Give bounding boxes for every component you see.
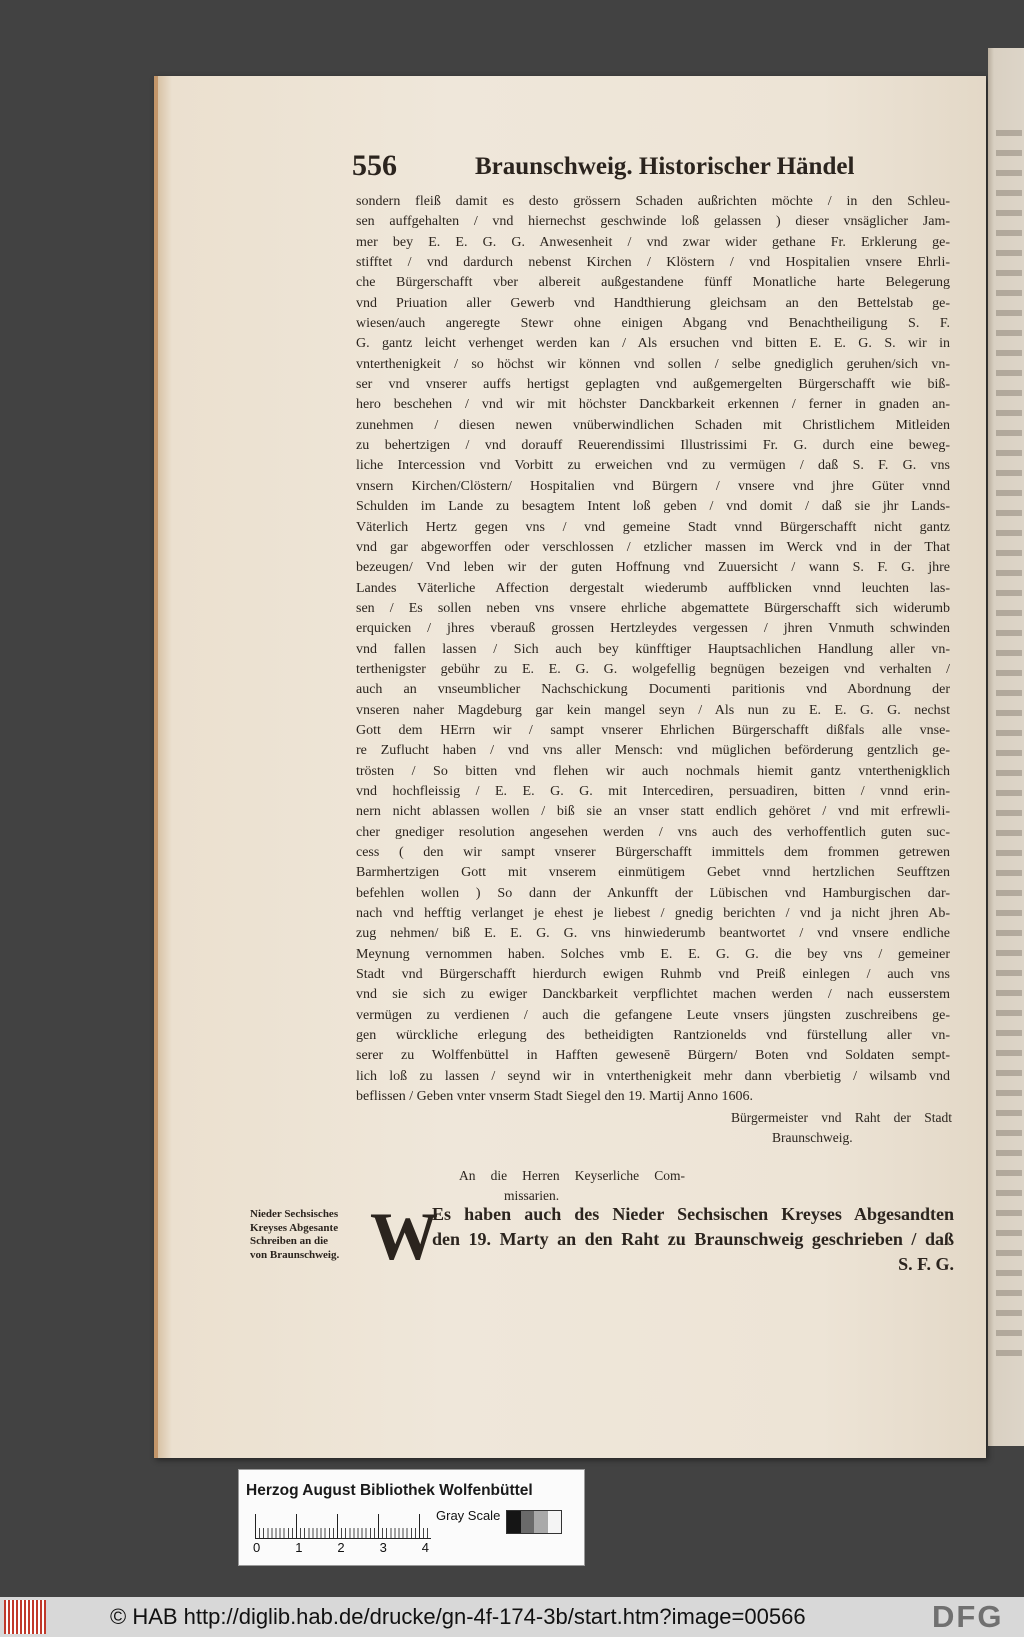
drop-capital: W: [370, 1198, 438, 1274]
body-text: [356, 192, 950, 1107]
grayscale-swatch: [548, 1511, 562, 1533]
ruler-number: 4: [421, 1540, 429, 1555]
adjacent-page-text: [996, 130, 1022, 1360]
text-line: terthenigster gebühr zu E. E. G. G. wolgefellig begnügen bezeigen vnd verhalten /: [356, 661, 950, 677]
text-line: Stadt vnd Bürgerschafft hierdurch ewigen Ruhmb vnd Preiß einlegen / auch vns: [356, 967, 950, 983]
text-line: Väterlich Hertz gegen vns / vnd gemeine Stadt vnnd Bürgerschafft nicht gantz: [356, 519, 950, 535]
text-line: nern nicht ablassen wollen / biß sie an vnser statt endlich gehöret / vnd mit erfrewli-: [356, 804, 950, 820]
grayscale-swatches: [506, 1510, 562, 1534]
signature-line: Braunschweig.: [772, 1130, 853, 1145]
text-line: mer bey E. E. G. G. Anwesenheit / vnd zwar wider gethane Fr. Erklerung ge-: [356, 234, 950, 250]
text-line: bezeugen/ Vnd leben wir der guten Hoffnung vnd Zuuersicht / wann S. F. G. jhre: [356, 560, 950, 576]
text-line: Barmhertzigen Gott mit vnserem einmütigem Gebet vnnd hertzlichen Seufftzen: [356, 865, 950, 881]
ruler-number: 1: [295, 1540, 303, 1555]
ruler-numbers: [253, 1540, 429, 1556]
text-line: stifftet / vnd dardurch nebenst Kirchen / Klöstern / vnd Hospitalien vnsere Ehrli-: [356, 255, 950, 271]
ruler-number: 2: [337, 1540, 345, 1555]
text-line: liche Intercession vnd Vorbitt zu erweichen vnd zu vermügen / daß S. F. G. vns: [356, 458, 950, 474]
grayscale-swatch: [521, 1511, 535, 1533]
ruler-number: 3: [379, 1540, 387, 1555]
text-line: nach vnd hefftig verlanget je ehest je liebest / gnedig berichten / vnd ja nicht jhren Ab-: [356, 906, 950, 922]
text-line: hero beschehen / vnd wir mit höchster Danckbarkeit erkennen / ferner in gnaden an-: [356, 397, 950, 413]
text-line: auch an vnseumblicher Nachschickung Documenti paritionis vnd Abordnung der: [356, 682, 950, 698]
signature-line: Bürgermeister vnd Raht der Stadt: [731, 1110, 952, 1125]
margin-note: [250, 1208, 374, 1262]
grayscale-label: Gray Scale: [436, 1508, 501, 1523]
page-number: 556: [352, 149, 397, 182]
paragraph-line: Es haben auch des Nieder Sechsischen Kreyses Abgesandten: [432, 1204, 954, 1224]
text-line: G. gantz leicht verhenget werden kan / Als ersuchen vnd bitten E. E. G. S. wir in: [356, 336, 950, 352]
text-line: vnd gar abgeworffen oder verschlossen / etzlicher massen im Werck vnd in der That: [356, 539, 950, 555]
text-line: befehlen wollen ) So dann der Ankunfft der Lübischen vnd Hamburgischen dar-: [356, 885, 950, 901]
text-line: vnd Priuation aller Gewerb vnd Handthierung gleichsam an den Bettelstab ge-: [356, 295, 950, 311]
text-line: beflissen / Geben vnter vnserm Stadt Siegel den 19. Martij Anno 1606.: [356, 1089, 753, 1105]
address-line: missarien.: [504, 1188, 560, 1203]
text-line: che Bürgerschafft vber albereit außgestandene fünff Monatliche harte Belegerung: [356, 275, 950, 291]
paragraph-line: S. F. G.: [898, 1254, 954, 1274]
grayscale-swatch: [507, 1511, 521, 1533]
dfg-logo: DFG: [932, 1599, 1004, 1634]
text-line: erquicken / jhres vberauß grossen Hertzleydes vergessen / jhren Vnmuth schwinden: [356, 621, 950, 637]
margin-note-line: Nieder Sechsisches: [250, 1208, 339, 1220]
text-line: Schulden im Lande zu besagtem Intent loß geben / vnd domit / daß sie jhr Lands-: [356, 499, 950, 515]
text-line: zu behertzigen / vnd dorauff Reuerendissimi Illustrissimi Fr. G. durch eine beweg-: [356, 438, 950, 454]
text-line: serer zu Wolffenbüttel in Hafften gewesenē Bürgern/ Boten vnd Soldaten sempt-: [356, 1048, 950, 1064]
text-line: Gott dem HErrn wir / sampt vnserer Ehrlichen Bürgerschafft dißfals alle vnse-: [356, 722, 950, 738]
copyright-url: © HAB http://diglib.hab.de/drucke/gn-4f-174-3b/start.htm?image=00566: [110, 1604, 806, 1629]
text-line: vnsern Kirchen/Clöstern/ Hospitalien vnd Bürgern / vnsere vnd jhre Güter vnnd: [356, 478, 950, 494]
address-line: An die Herren Keyserliche Com-: [459, 1168, 685, 1183]
text-line: cess ( den wir sampt vnserer Bürgerschafft immittels dem frommen getrewen: [356, 845, 950, 860]
text-line: Landes Väterliche Affection dergestalt wiederumb auffblicken vnnd leuchten las-: [356, 580, 950, 596]
margin-note-line: von Braunschweig.: [250, 1248, 340, 1261]
grayscale-swatch: [534, 1511, 548, 1533]
text-line: sondern fleiß damit es desto grössern Schaden außrichten möchte / in den Schleu-: [356, 194, 950, 209]
text-line: lich loß zu lassen / seynd wir in vnterthenigkeit mehr dann vberbietig / wilsamb vnd: [356, 1068, 950, 1084]
text-line: vnd hochfleissig / E. E. G. G. mit Intercediren, persuadiren, bitten / vnnd erin-: [356, 783, 950, 799]
ruler-number: 0: [253, 1540, 261, 1555]
text-line: vnd sie sich zu ewiger Danckbarkeit verpflichtet machen werden / nach eusserstem: [356, 987, 950, 1003]
initial-paragraph: [432, 1202, 954, 1277]
margin-note-line: Kreyses Abgesante: [250, 1221, 339, 1234]
text-line: re Zuflucht haben / vnd vns aller Mensch: vnd müglichen beförderung gentzlich ge-: [356, 743, 950, 759]
barcode-icon: [4, 1600, 46, 1634]
library-name: Herzog August Bibliothek Wolfenbüttel: [246, 1482, 533, 1499]
running-title: Braunschweig. Historischer Händel: [475, 153, 855, 180]
text-line: zug nehmen/ biß E. E. G. G. vns hinwiederumb beantwortet / vnd vnsere endliche: [356, 926, 950, 942]
margin-note-line: Schreiben an die: [250, 1235, 329, 1247]
text-line: sen auffgehalten / vnd hiernechst geschwinde loß gelassen ) dieser vnsäglicher Jam-: [356, 214, 950, 230]
text-line: zunehmen / diesen newen vnüberwindlichen Schaden mit Christlichem Mitleiden: [356, 417, 950, 433]
text-line: sen / Es sollen neben vns vnsere ehrliche abgemattete Bürgerschafft sich widerumb: [356, 600, 950, 616]
text-line: vnd fallen lassen / Sich auch bey künfftiger Hauptsachlichen Handlung aller vn-: [356, 641, 950, 657]
text-line: ser vnd vnserer auffs hertigst geplagten vnd außgemergelten Bürgerschafft wie biß-: [356, 377, 950, 393]
text-line: vnseren naher Magdeburg gar kein mangel seyn / Als nun zu E. E. G. G. nechst: [356, 702, 950, 718]
paragraph-line: den 19. Marty an den Raht zu Braunschweig geschrieben / daß: [432, 1229, 954, 1249]
text-line: Meynung vernommen haben. Solches vmb E. E. G. G. die bey vns / gemeiner: [356, 946, 950, 962]
measurement-ruler: [255, 1514, 431, 1539]
text-line: cher gnediger resolution angesehen werden / vns auch des verhoffentlich guten suc-: [356, 824, 950, 840]
text-line: gen würckliche erlegung des betheidigten Rantzionelds vnd fürstellung aller vn-: [356, 1028, 950, 1044]
text-line: vermügen zu verdienen / auch die gefangene Leute vnsers jüngsten zuschreibens ge-: [356, 1007, 950, 1023]
text-line: trösten / So bitten vnd flehen wir auch nochmals hiemit gantz vnterthenigklich: [356, 763, 950, 779]
text-line: wiesen/auch angeregte Stewr ohne einigen Abgang vnd Benachtheiligung S. F.: [356, 316, 950, 332]
text-line: vnterthenigkeit / so höchst wir können vnd sollen / selbe gnediglich geruhen/sich vn-: [356, 356, 950, 372]
